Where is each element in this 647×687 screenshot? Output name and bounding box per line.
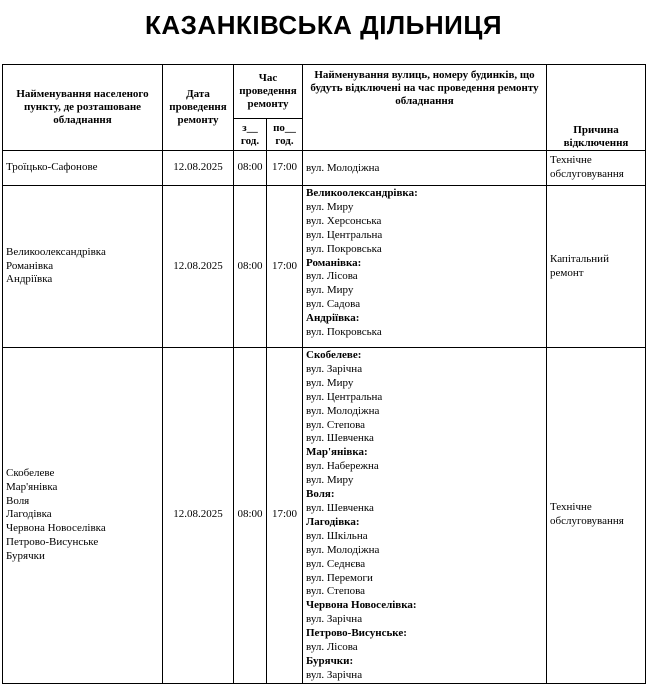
street-name: вул. Миру: [306, 200, 354, 213]
header-date: Дата проведення ремонту: [163, 65, 234, 151]
street-name: вул. Миру: [306, 284, 354, 297]
settlement-name: Лагодівка: [6, 508, 52, 521]
outage-table: [2, 64, 646, 684]
time-from-cell: 08:00: [234, 151, 267, 186]
settlement-name: Воля: [6, 494, 30, 507]
date-cell: 12.08.2025: [163, 348, 234, 684]
location-name: Червона Новоселівка:: [306, 599, 417, 612]
street-name: вул. Миру: [306, 474, 354, 487]
streets-cell: [303, 151, 547, 186]
streets-cell: [303, 348, 547, 684]
settlement-cell: [3, 151, 163, 186]
settlement-name: Великоолександрівка: [6, 245, 106, 258]
street-name: вул. Садова: [306, 298, 361, 311]
date-cell: 12.08.2025: [163, 151, 234, 186]
street-name: вул. Зарічна: [306, 668, 363, 681]
location-name: Мар'янівка:: [306, 446, 368, 459]
table-row: [3, 151, 646, 186]
settlement-name: Андріївка: [6, 273, 53, 286]
street-name: вул. Зарічна: [306, 362, 363, 375]
street-name: вул. Набережна: [306, 460, 379, 473]
street-name: вул. Центральна: [306, 390, 383, 403]
header-from: з__ год.: [234, 119, 267, 151]
location-name: Великоолександрівка:: [306, 187, 418, 199]
settlement-name: Романівка: [6, 259, 54, 272]
streets-cell: [303, 186, 547, 348]
location-name: Андріївка:: [306, 312, 360, 325]
settlement-name: Троїцько-Сафонове: [6, 161, 98, 174]
location-name: Воля:: [306, 488, 335, 501]
time-from-cell: 08:00: [234, 186, 267, 348]
settlement-cell: [3, 348, 163, 684]
street-name: вул. Покровська: [306, 242, 382, 255]
location-name: Петрово-Висунське:: [306, 627, 407, 640]
page-title: КАЗАНКІВСЬКА ДІЛЬНИЦЯ: [144, 10, 503, 40]
settlement-name: Скобелеве: [6, 466, 55, 479]
location-name: Бурячки:: [306, 654, 354, 667]
street-name: вул. Перемоги: [306, 571, 373, 584]
street-name: вул. Молодіжна: [306, 404, 380, 417]
time-to-cell: 17:00: [267, 151, 303, 186]
settlement-name: Мар'янівка: [6, 480, 58, 493]
street-name: вул. Покровська: [306, 326, 382, 339]
street-name: вул. Молодіжна: [306, 161, 380, 174]
settlement-cell: [3, 186, 163, 348]
street-name: вул. Центральна: [306, 228, 383, 241]
settlement-name: Червона Новоселівка: [6, 522, 106, 535]
street-name: вул. Лісова: [306, 641, 358, 654]
street-name: вул. Молодіжна: [306, 543, 380, 556]
table-header: [3, 65, 646, 151]
time-from-cell: 08:00: [234, 348, 267, 684]
street-name: вул. Шевченка: [306, 501, 374, 514]
street-name: вул. Миру: [306, 376, 354, 389]
street-name: вул. Херсонська: [306, 214, 382, 227]
street-name: вул. Седнєва: [306, 557, 366, 570]
location-name: Лагодівка:: [306, 515, 360, 528]
settlement-name: Петрово-Висунське: [6, 536, 99, 549]
header-settlement: Найменування населеного пункту, де розташоване обладнання: [3, 65, 163, 151]
street-name: вул. Степова: [306, 585, 366, 598]
time-to-cell: 17:00: [267, 348, 303, 684]
street-name: вул. Лісова: [306, 270, 358, 283]
header-to: по__ год.: [267, 119, 303, 151]
location-name: Скобелеве:: [306, 349, 362, 361]
time-to-cell: 17:00: [267, 186, 303, 348]
table-row: [3, 348, 646, 684]
street-name: вул. Шевченка: [306, 432, 374, 445]
table-body: [3, 151, 646, 684]
street-name: вул. Зарічна: [306, 613, 363, 626]
date-cell: 12.08.2025: [163, 186, 234, 348]
header-reason: Причина відключення: [547, 65, 646, 151]
header-streets: Найменування вулиць, номеру будинків, що будуть відключені на час проведення ремонту обладнання: [303, 65, 547, 151]
street-name: вул. Шкільна: [306, 529, 368, 542]
reason-cell: Технічне обслуговування: [547, 151, 646, 186]
settlement-name: Бурячки: [6, 550, 45, 563]
location-name: Романівка:: [306, 256, 362, 269]
street-name: вул. Степова: [306, 418, 366, 431]
header-time: Час проведення ремонту: [234, 65, 303, 119]
table-row: [3, 186, 646, 348]
reason-cell: Капітальний ремонт: [547, 186, 646, 348]
reason-cell: Технічне обслуговування: [547, 348, 646, 684]
